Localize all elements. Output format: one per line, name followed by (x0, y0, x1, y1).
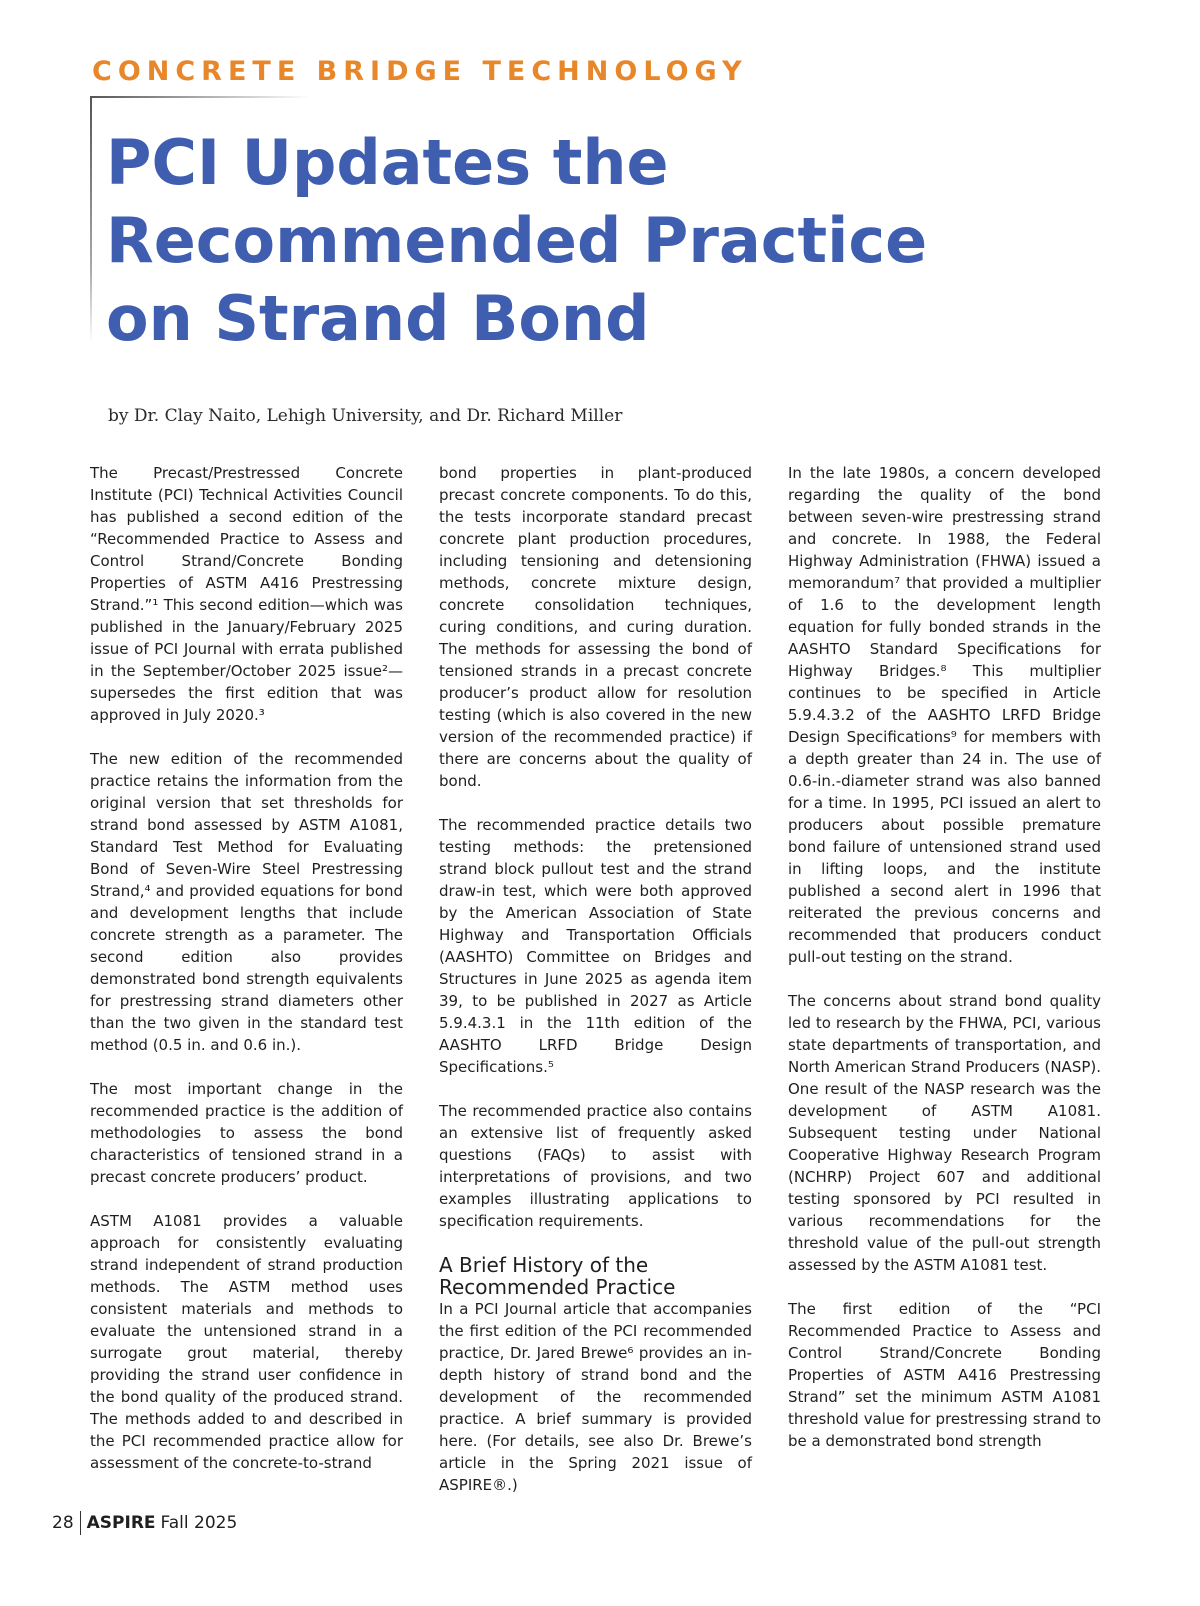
paragraph: ASTM A1081 provides a valuable approach for consistently evaluating strand independent of strand production methods. The ASTM method uses consistent materials and methods to evaluate the untensioned strand in a surrogate grout material, thereby providing the strand user confidence in the bond quality of the produced strand. The methods added to and described in the PCI recommended practice allow for assessment of the concrete-to-strand (90, 1212, 403, 1472)
paragraph: In the late 1980s, a concern developed regarding the quality of the bond between seven-wire prestressing strand and concrete. In 1988, the Federal Highway Administration (FHWA) issued a memorandum⁷ that provided a multiplier of 1.6 to the development length equation for fully bonded strands in the AASHTO Standard Specifications for Highway Bridges.⁸ This multiplier continues to be specified in Article 5.9.4.3.2 of the AASHTO LRFD Bridge Design Specifications⁹ for members with a depth greater than 24 in. The use of 0.6-in.-diameter strand was also banned for a time. In 1995, PCI issued an alert to producers about possible premature bond failure of untensioned strand used in lifting loops, and the institute published a second alert in 1996 that reiterated the previous concerns and recommended that producers conduct pull-out testing on the strand. (788, 464, 1101, 966)
paragraph: In a PCI Journal article that accompanies the first edition of the PCI recommended practice, Dr. Jared Brewe⁶ provides an in-depth history of strand bond and the development of the recommended practice. A brief summary is provided here. (For details, see also Dr. Brewe’s article in the Spring 2021 issue of ASPIRE®.) (439, 1300, 752, 1494)
page-footer (52, 1511, 237, 1535)
paragraph: The recommended practice also contains an extensive list of frequently asked questions (FAQs) to assist with interpretations of provisions, and two examples illustrating applications to specification requirements. (439, 1102, 752, 1230)
title-line: Recommended Practice (106, 204, 928, 277)
article-title (106, 124, 1156, 358)
column-3 (788, 462, 1101, 1452)
paragraph: The concerns about strand bond quality led to research by the FHWA, PCI, various state departments of transportation, and North American Strand Producers (NASP). One result of the NASP research was the development of ASTM A1081. Subsequent testing under National Cooperative Highway Research Program (NCHRP) Project 607 and additional testing sponsored by PCI resulted in various recommendations for the threshold value of the pull-out strength assessed by the ASTM A1081 test. (788, 992, 1102, 1274)
issue-label: Fall 2025 (160, 1513, 238, 1533)
page-number: 28 (52, 1513, 74, 1533)
footer-divider (80, 1511, 81, 1535)
column-1 (90, 462, 403, 1474)
magazine-name: ASPIRE (86, 1513, 156, 1533)
title-line: PCI Updates the (106, 126, 669, 199)
byline: by Dr. Clay Naito, Lehigh University, and Dr. Richard Miller (108, 406, 623, 426)
column-2 (439, 462, 752, 1496)
paragraph: The new edition of the recommended practice retains the information from the original version that set thresholds for strand bond assessed by ASTM A1081, Standard Test Method for Evaluating Bond of Seven-Wire Steel Prestressing Strand,⁴ and provided equations for bond and development lengths that include concrete strength as a parameter. The second edition also provides demonstrated bond strength equivalents for prestressing strand diameters other than the two given in the standard test method (0.5 in. and 0.6 in.). (90, 750, 403, 1054)
paragraph: bond properties in plant-produced precast concrete components. To do this, the tests incorporate standard precast concrete plant production procedures, including tensioning and detensioning methods, concrete mixture design, concrete consolidation techniques, curing conditions, and curing duration. The methods for assessing the bond of tensioned strands in a precast concrete producer’s product allow for resolution testing (which is also covered in the new version of the recommended practice) if there are concerns about the quality of bond. (439, 464, 752, 790)
paragraph: The most important change in the recommended practice is the addition of methodologies to assess the bond characteristics of tensioned strand in a precast concrete producers’ product. (90, 1080, 403, 1186)
title-rule-horizontal (90, 96, 310, 98)
paragraph: The recommended practice details two testing methods: the pretensioned strand block pullout test and the strand draw-in test, which were both approved by the American Association of State Highway and Transportation Officials (AASHTO) Committee on Bridges and Structures in June 2025 as agenda item 39, to be published in 2027 as Article 5.9.4.3.1 in the 11th edition of the AASHTO LRFD Bridge Design Specifications.⁵ (439, 816, 752, 1076)
kicker: CONCRETE BRIDGE TECHNOLOGY (92, 56, 748, 87)
paragraph: The first edition of the “PCI Recommended Practice to Assess and Control Strand/Concrete Bonding Properties of ASTM A416 Prestressing Strand” set the minimum ASTM A1081 threshold value for prestressing strand to be a demonstrated bond strength (788, 1300, 1101, 1450)
section-heading: A Brief History of the Recommended Practice (439, 1253, 676, 1299)
title-line: on Strand Bond (106, 282, 650, 355)
paragraph: The Precast/Prestressed Concrete Institute (PCI) Technical Activities Council has published a second edition of the “Recommended Practice to Assess and Control Strand/Concrete Bonding Properties of ASTM A416 Prestressing Strand.”¹ This second edition—which was published in the January/February 2025 issue of PCI Journal with errata published in the September/October 2025 issue²—supersedes the first edition that was approved in July 2020.³ (90, 464, 403, 724)
title-rule-vertical (90, 96, 92, 344)
